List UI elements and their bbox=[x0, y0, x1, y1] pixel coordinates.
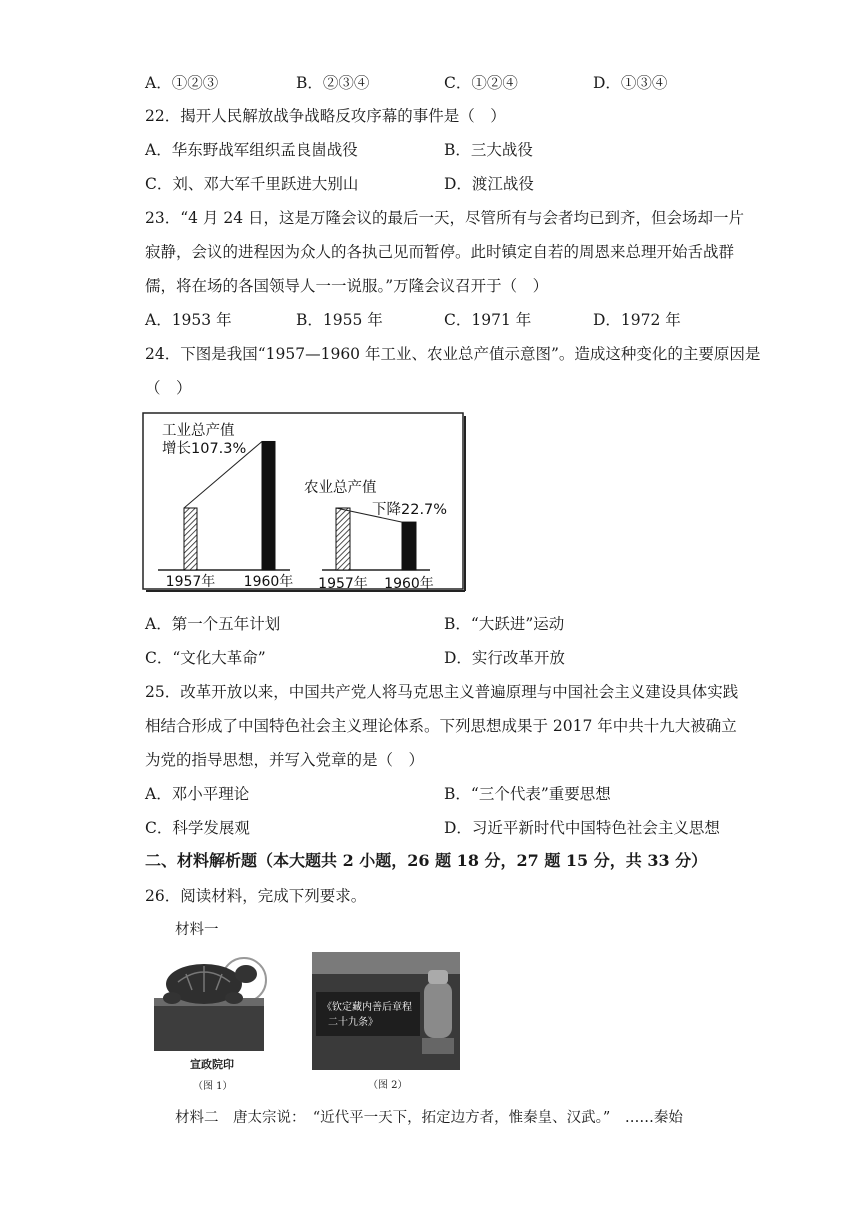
chart-1-series-name: 工业总产值 bbox=[162, 423, 235, 439]
q21-option-d: D．①③④ bbox=[593, 74, 668, 92]
q25-option-d: D．习近平新时代中国特色社会主义思想 bbox=[444, 819, 720, 837]
chart-1-bar-1960年 bbox=[262, 441, 275, 570]
figure-1 bbox=[148, 950, 270, 1092]
q24-stem-line-1: 24．下图是我国“1957—1960 年工业、农业总产值示意图”。造成这种变化的主要原因是 bbox=[145, 345, 761, 363]
q23-option-a: A．1953 年 bbox=[145, 311, 232, 329]
photo-banner bbox=[316, 992, 420, 1036]
figure-2-text-line-2: 二十九条》 bbox=[328, 1017, 378, 1028]
q22-option-b: B．三大战役 bbox=[444, 141, 533, 159]
turtle-leg-left bbox=[163, 992, 181, 1004]
q24-option-a: A．第一个五年计划 bbox=[145, 615, 281, 633]
q25-option-a: A．邓小平理论 bbox=[145, 785, 250, 803]
turtle-head bbox=[235, 965, 257, 983]
output-value-chart bbox=[140, 410, 470, 595]
vessel-body bbox=[424, 982, 452, 1038]
seal-image bbox=[148, 950, 270, 1055]
chart-2-change-label: 下降22.7% bbox=[372, 502, 448, 518]
chart-1-bar-1957年 bbox=[184, 508, 197, 570]
chart-2-series-name: 农业总产值 bbox=[304, 480, 377, 496]
document-photo bbox=[312, 952, 460, 1070]
q24-option-b: B．“大跃进”运动 bbox=[444, 615, 565, 633]
turtle-leg-right bbox=[225, 992, 243, 1004]
chart-2-bar-1957年 bbox=[336, 508, 350, 570]
q23-option-d: D．1972 年 bbox=[593, 311, 681, 329]
figure-2-caption: （图 2） bbox=[368, 1080, 408, 1091]
q22-option-a: A．华东野战军组织孟良崮战役 bbox=[145, 141, 358, 159]
q25-stem-line-1: 25．改革开放以来，中国共产党人将马克思主义普遍原理与中国社会主义建设具体实践 bbox=[145, 683, 739, 701]
q23-option-c: C．1971 年 bbox=[444, 311, 532, 329]
vessel-base bbox=[422, 1038, 454, 1054]
figure-2 bbox=[312, 952, 460, 1092]
q23-stem-line-1: 23．“4 月 24 日，这是万隆会议的最后一天，尽管所有与会者均已到齐，但会场却一片 bbox=[145, 209, 745, 227]
q24-option-d: D．实行改革开放 bbox=[444, 649, 565, 667]
q26-stem: 26．阅读材料，完成下列要求。 bbox=[145, 887, 367, 905]
material-1-label: 材料一 bbox=[175, 922, 219, 938]
figure-2-text-line-1: 《钦定藏内善后章程 bbox=[322, 1002, 412, 1013]
q21-option-b: B．②③④ bbox=[296, 74, 370, 92]
section-2-title: 二、材料解析题（本大题共 2 小题，26 题 18 分，27 题 15 分，共 33 分） bbox=[145, 851, 708, 870]
q21-option-a: A．①②③ bbox=[145, 74, 219, 92]
chart-1-tick-label: 1957年 bbox=[165, 574, 216, 590]
q25-stem-line-3: 为党的指导思想，并写入党章的是（ ） bbox=[145, 751, 425, 769]
q25-stem-line-2: 相结合形成了中国特色社会主义理论体系。下列思想成果于 2017 年中共十九大被确立 bbox=[145, 717, 737, 735]
q24-stem-line-2: （ ） bbox=[145, 379, 192, 397]
q21-option-c: C．①②④ bbox=[444, 74, 518, 92]
figure-1-label: 宣政院印 bbox=[190, 1058, 234, 1071]
q22-option-c: C．刘、邓大军千里跃进大别山 bbox=[145, 175, 359, 193]
seal-base bbox=[154, 1006, 264, 1051]
chart-2-tick-label: 1960年 bbox=[384, 576, 434, 592]
chart-1-tick-label: 1960年 bbox=[243, 574, 294, 590]
q22-option-d: D．渡江战役 bbox=[444, 175, 534, 193]
chart-1-change-label: 增长107.3% bbox=[162, 441, 247, 457]
q23-option-b: B．1955 年 bbox=[296, 311, 383, 329]
q23-stem-line-2: 寂静，会议的进程因为众人的各执己见而暂停。此时镇定自若的周恩来总理开始舌战群 bbox=[145, 243, 735, 261]
q22-stem: 22．揭开人民解放战争战略反攻序幕的事件是（ ） bbox=[145, 107, 506, 125]
q24-option-c: C．“文化大革命” bbox=[145, 649, 266, 667]
material-2-text: 材料二 唐太宗说： “近代平一天下，拓定边方者，惟秦皇、汉武。” ……秦始 bbox=[175, 1110, 683, 1126]
q25-option-b: B．“三个代表”重要思想 bbox=[444, 785, 611, 803]
q23-stem-line-3: 儒，将在场的各国领导人一一说服。”万隆会议召开于（ ） bbox=[145, 277, 549, 295]
chart-2-bar-1960年 bbox=[402, 522, 416, 570]
q25-option-c: C．科学发展观 bbox=[145, 819, 250, 837]
vessel-lid bbox=[428, 970, 448, 984]
figure-1-caption: （图 1） bbox=[193, 1081, 233, 1092]
chart-2-tick-label: 1957年 bbox=[318, 576, 368, 592]
